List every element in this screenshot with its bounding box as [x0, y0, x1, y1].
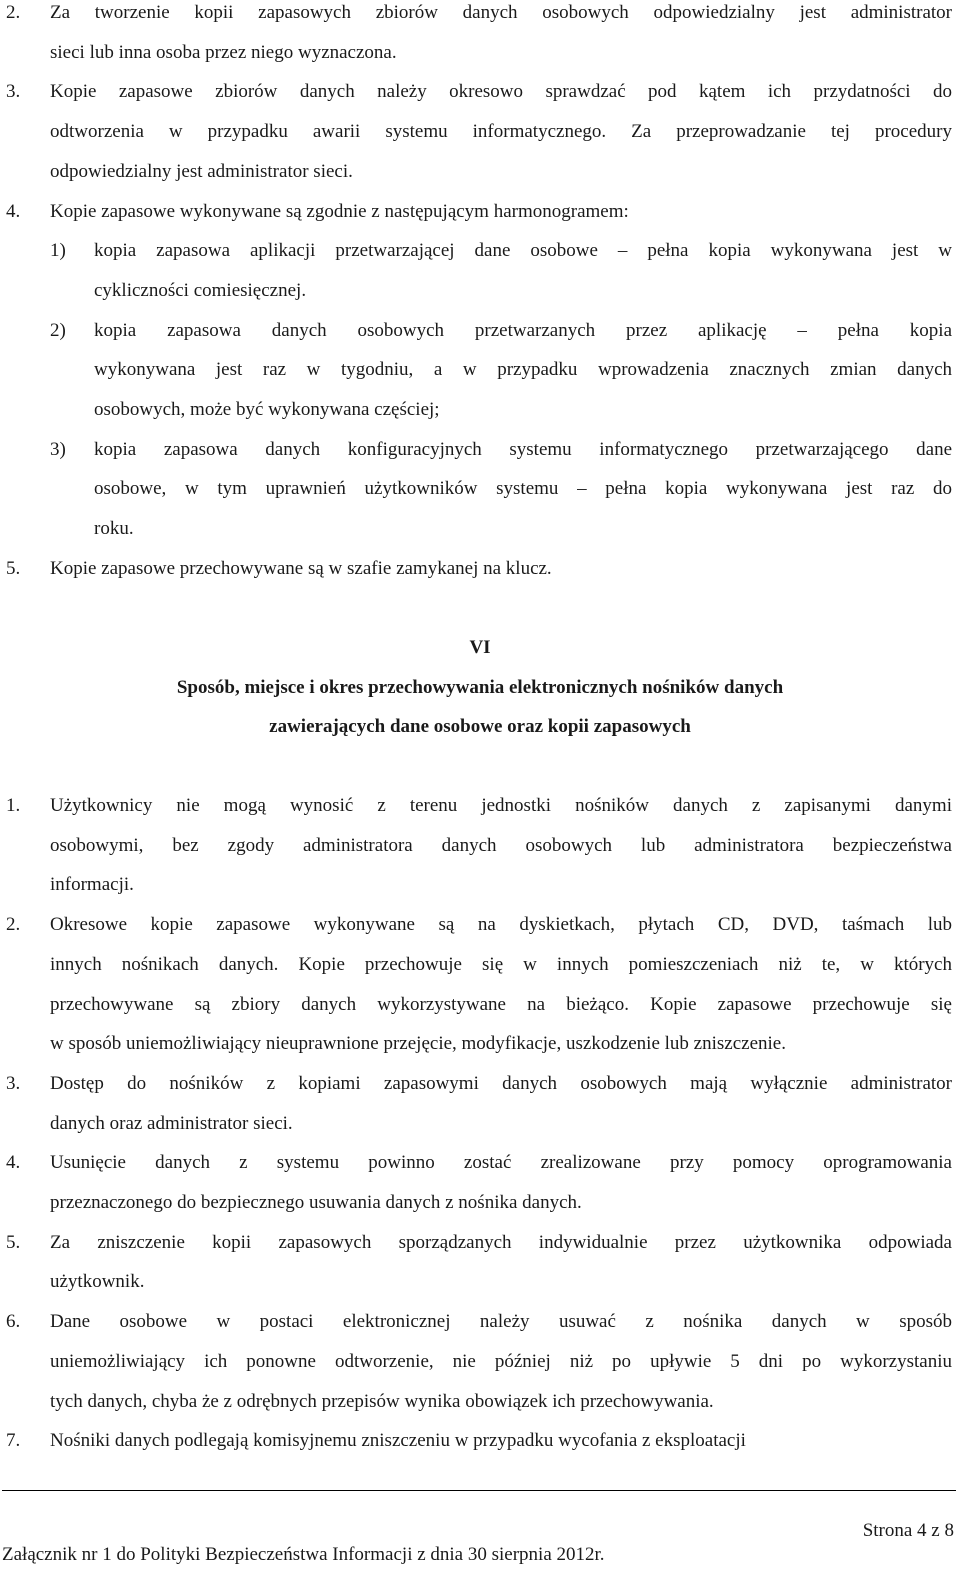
- sub-item-line: osobowe, w tym uprawnień użytkowników systemu – pełna kopia wykonywana jest raz do: [94, 478, 952, 500]
- section-item-number: 3.: [6, 1072, 21, 1094]
- sub-item-number: 1): [50, 240, 66, 262]
- section-title-line2: zawierających dane osobowe oraz kopii zapasowych: [269, 716, 691, 738]
- list-item-line: Kopie zapasowe zbiorów danych należy okresowo sprawdzać pod kątem ich przydatności do: [50, 81, 952, 103]
- sub-item-line: kopia zapasowa aplikacji przetwarzającej dane osobowe – pełna kopia wykonywana jest w: [94, 240, 952, 262]
- section-item-number: 7.: [6, 1430, 21, 1452]
- footer-caption: Załącznik nr 1 do Polityki Bezpieczeństwa Informacji z dnia 30 sierpnia 2012r.: [2, 1544, 605, 1565]
- section-item-number: 6.: [6, 1311, 21, 1333]
- section-item-number: 4.: [6, 1152, 21, 1174]
- footer-divider: [2, 1490, 956, 1491]
- section-item-line: przechowywane są zbiory danych wykorzystywane na bieżąco. Kopie zapasowe przechowuje się: [50, 993, 952, 1015]
- section-item-number: 5.: [6, 1231, 21, 1253]
- sub-item-line: cykliczności comiesięcznej.: [94, 279, 307, 301]
- section-item-line: uniemożliwiający ich ponowne odtworzenie, nie później niż po upływie 5 dni po wykorzystaniu: [50, 1350, 952, 1372]
- sub-item-line: osobowych, może być wykonywana częściej;: [94, 399, 440, 420]
- list-item-number: 2.: [6, 2, 21, 23]
- page-number: Strona 4 z 8: [862, 1520, 954, 1541]
- section-item-line: Użytkownicy nie mogą wynosić z terenu jednostki nośników danych z zapisanymi danymi: [50, 795, 952, 816]
- section-item-line: użytkownik.: [50, 1271, 145, 1293]
- list-item-line: sieci lub inna osoba przez niego wyznaczona.: [50, 41, 397, 63]
- section-item-line: Okresowe kopie zapasowe wykonywane są na dyskietkach, płytach CD, DVD, taśmach lub: [50, 914, 952, 936]
- section-item-number: 1.: [6, 795, 21, 816]
- sub-item-line: kopia zapasowa danych osobowych przetwarzanych przez aplikację – pełna kopia: [94, 319, 952, 341]
- section-item-line: Nośniki danych podlegają komisyjnemu zniszczeniu w przypadku wycofania z eksploatacji: [50, 1430, 746, 1452]
- list-item-number: 4.: [6, 200, 21, 222]
- section-item-line: informacji.: [50, 874, 134, 896]
- section-item-line: Dane osobowe w postaci elektronicznej należy usuwać z nośnika danych w sposób: [50, 1311, 952, 1333]
- list-item-line: Kopie zapasowe przechowywane są w szafie zamykanej na klucz.: [50, 557, 552, 579]
- sub-item-line: wykonywana jest raz w tygodniu, a w przypadku wprowadzenia znacznych zmian danych: [94, 359, 952, 381]
- sub-item-number: 2): [50, 319, 66, 341]
- list-item-line: Kopie zapasowe wykonywane są zgodnie z następującym harmonogramem:: [50, 200, 629, 222]
- section-number: VI: [469, 637, 491, 658]
- section-item-number: 2.: [6, 914, 21, 936]
- list-item-line: Za tworzenie kopii zapasowych zbiorów danych osobowych odpowiedzialny jest administrator: [50, 2, 952, 23]
- section-item-line: w sposób uniemożliwiający nieuprawnione przejęcie, modyfikacje, uszkodzenie lub zniszczenie.: [50, 1033, 786, 1055]
- section-item-line: tych danych, chyba że z odrębnych przepisów wynika obowiązek ich przechowywania.: [50, 1390, 714, 1412]
- section-item-line: Za zniszczenie kopii zapasowych sporządzanych indywidualnie przez użytkownika odpowiada: [50, 1231, 952, 1253]
- section-item-line: Dostęp do nośników z kopiami zapasowymi danych osobowych mają wyłącznie administrator: [50, 1072, 952, 1094]
- section-item-line: przeznaczonego do bezpiecznego usuwania danych z nośnika danych.: [50, 1192, 582, 1213]
- list-item-number: 3.: [6, 81, 21, 103]
- section-item-line: danych oraz administrator sieci.: [50, 1112, 293, 1134]
- section-title-line1: Sposób, miejsce i okres przechowywania elektronicznych nośników danych: [176, 676, 784, 698]
- sub-item-line: roku.: [94, 518, 134, 540]
- list-item-number: 5.: [6, 557, 21, 579]
- section-item-line: Usunięcie danych z systemu powinno zostać zrealizowane przy pomocy oprogramowania: [50, 1152, 952, 1174]
- list-item-line: odpowiedzialny jest administrator sieci.: [50, 160, 353, 182]
- section-item-line: osobowymi, bez zgody administratora danych osobowych lub administratora bezpieczeństwa: [50, 834, 952, 856]
- list-item-line: odtworzenia w przypadku awarii systemu informatycznego. Za przeprowadzanie tej procedury: [50, 121, 952, 143]
- section-item-line: innych nośnikach danych. Kopie przechowuje się w innych pomieszczeniach niż te, w których: [50, 953, 952, 975]
- sub-item-line: kopia zapasowa danych konfiguracyjnych systemu informatycznego przetwarzającego dane: [94, 438, 952, 460]
- sub-item-number: 3): [50, 438, 66, 460]
